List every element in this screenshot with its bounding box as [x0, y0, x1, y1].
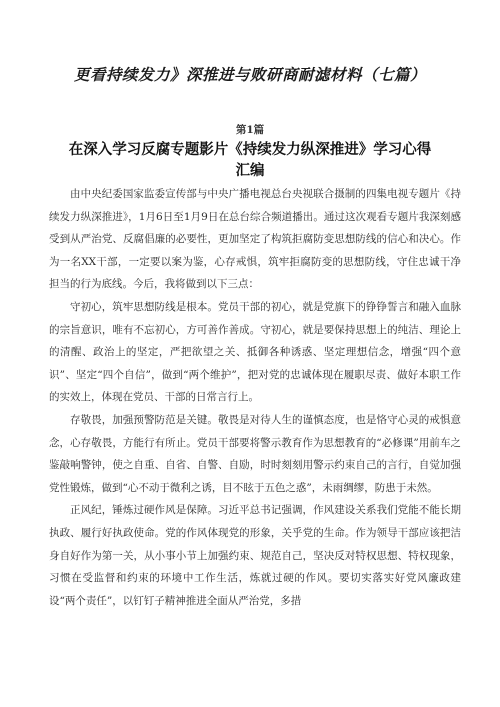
body-text	[49, 183, 461, 612]
section-heading-line-1: 在深入学习反腐专题影片《持续发力纵深推进》学习心得	[68, 142, 432, 158]
section-heading-line-2: 汇编	[235, 163, 265, 179]
paragraph-reverence: 存敬畏，加强预警防范是关键。敬畏是对待人生的谨慎态度，也是恪守心灵的戒惧意念，心存敬畏，方能行有所止。党员干部要将警示教育作为思想教育的“必修课”用前车之鉴敲响警钟，使之自重、自省、自警、自励，时时刻刻用警示约束自己的言行，自觉加强党性锻炼，做到“心不动于微利之诱，目不眩于五色之惑”，未雨绸缪，防患于未然。	[49, 413, 461, 494]
paragraph-discipline: 正风纪，锤炼过硬作风是保障。习近平总书记强调，作风建设关系我们党能不能长期执政、履行好执政使命。党的作风体现党的形象，关乎党的生命。作为领导干部应该把洁身自好作为第一关，从小事小节上加强约束、规范自己，坚决反对特权思想、特权现象，习惯在受监督和约束的环境中工作生活，炼就过硬的作风。要切实落实好党风廉政建设“两个责任”，以钉钉子精神推进全面从严治党，多措	[49, 504, 461, 607]
paragraph-intro: 由中央纪委国家监委宣传部与中央广播电视总台央视联合摄制的四集电视专题片《持续发力纵深推进》，1月6日至1月9日在总台综合频道播出。通过这次观看专题片我深刻感受到从严治党、反腐倡廉的必要性，更加坚定了构筑拒腐防变思想防线的信心和决心。作为一名XX干部，一定要以案为鉴，心存戒惧，筑牢拒腐防变的思想防线，守住忠诚干净担当的行为底线。今后，我将做到以下三点：	[49, 188, 461, 291]
document-title: 更看持续发力》深推进与败研商耐滤材料（七篇）	[73, 65, 426, 84]
paragraph-original-aspiration: 守初心，筑牢思想防线是根本。党员干部的初心，就是党旗下的铮铮誓言和融入血脉的宗旨意识，唯有不忘初心，方可善作善成。守初心，就是要保持思想上的纯洁、理论上的清醒、政治上的坚定，严把欲望之关、抵御各种诱惑、坚定理想信念，增强“四个意识”、坚定“四个自信”，做到“两个维护”，把对党的忠诚体现在履职尽责、做好本职工作的实效上，体现在党员、干部的日常言行上。	[49, 300, 461, 404]
part-label: 第1篇	[235, 124, 265, 136]
